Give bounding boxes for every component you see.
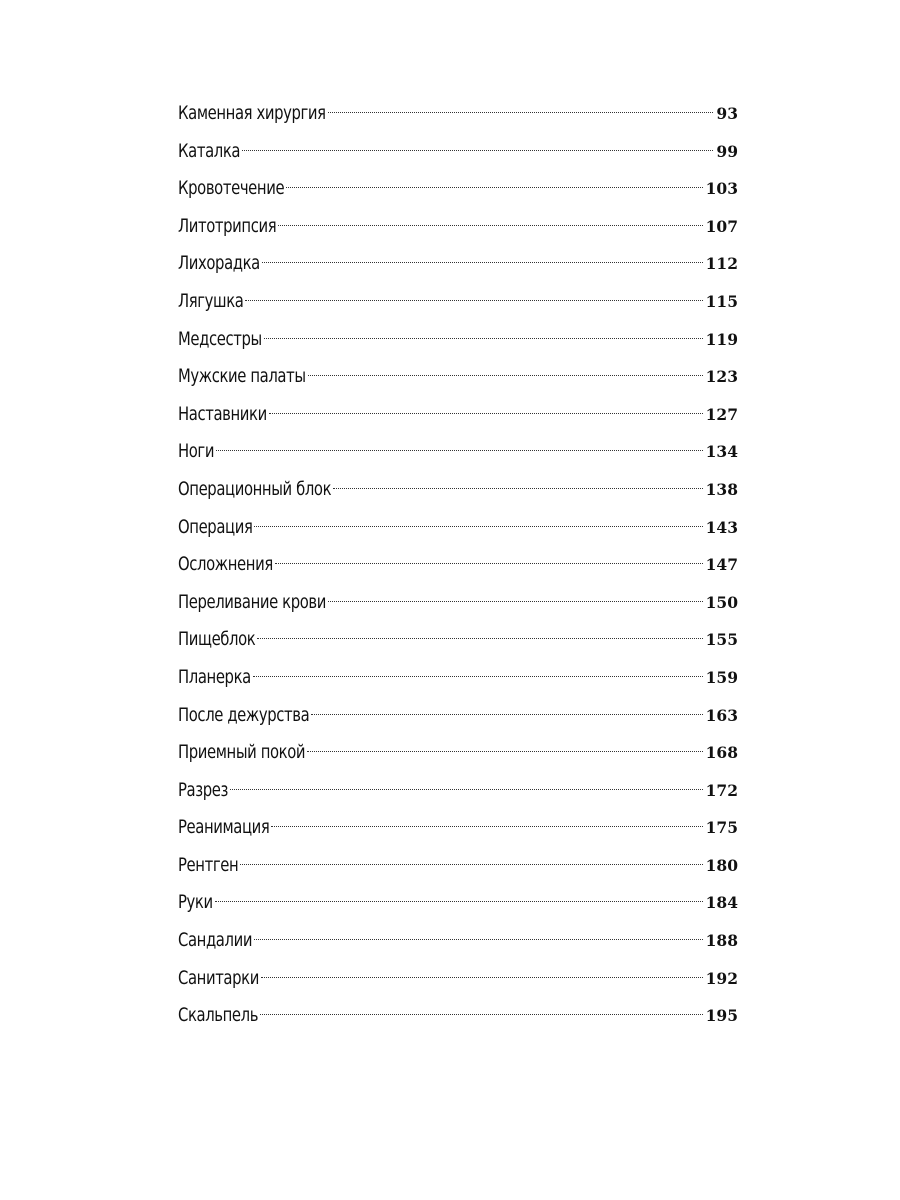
toc-entry-title-wrap xyxy=(178,884,213,922)
toc-entry xyxy=(178,133,738,171)
toc-entry-page-number: 112 xyxy=(705,254,738,274)
toc-dot-leader xyxy=(264,338,703,339)
toc-dot-leader xyxy=(275,563,703,564)
toc-entry xyxy=(178,509,738,547)
toc-dot-leader xyxy=(262,262,703,263)
toc-entry-title-wrap xyxy=(178,772,228,810)
toc-entry-title-wrap xyxy=(178,509,252,547)
toc-entry-title: Переливание крови xyxy=(178,590,327,613)
toc-entry xyxy=(178,433,738,471)
toc-entry xyxy=(178,396,738,434)
toc-dot-leader xyxy=(245,300,702,301)
toc-entry-title: Разрез xyxy=(178,778,228,801)
toc-dot-leader xyxy=(254,526,702,527)
toc-dot-leader xyxy=(328,601,703,602)
toc-dot-leader xyxy=(254,939,703,940)
toc-dot-leader xyxy=(216,450,703,451)
toc-entry-page-number: 103 xyxy=(705,179,738,199)
toc-entry-title: Операция xyxy=(178,515,253,538)
toc-entry-page-number: 107 xyxy=(705,216,738,236)
toc-entry-page-number: 159 xyxy=(705,667,738,687)
toc-entry xyxy=(178,997,738,1035)
toc-entry-title: Литотрипсия xyxy=(178,214,277,237)
toc-entry-title-wrap xyxy=(178,208,276,246)
toc-dot-leader xyxy=(278,225,702,226)
toc-dot-leader xyxy=(328,112,714,113)
toc-entry-title: Санитарки xyxy=(178,966,259,989)
toc-entry-title: Реанимация xyxy=(178,816,270,839)
toc-entry-page-number: 119 xyxy=(705,329,738,349)
toc-entry-title: Наставники xyxy=(178,402,267,425)
toc-entry-title: Операционный блок xyxy=(178,477,332,500)
toc-entry-page-number: 188 xyxy=(705,931,738,951)
toc-entry xyxy=(178,922,738,960)
toc-entry xyxy=(178,170,738,208)
toc-entry-page-number: 123 xyxy=(705,367,738,387)
toc-entry-title-wrap xyxy=(178,358,306,396)
toc-dot-leader xyxy=(271,826,702,827)
toc-entry-title: После дежурства xyxy=(178,703,310,726)
toc-dot-leader xyxy=(253,676,703,677)
toc-entry-page-number: 150 xyxy=(705,592,738,612)
toc-entry-title: Мужские палаты xyxy=(178,365,306,388)
toc-entry-title: Сандалии xyxy=(178,929,253,952)
toc-entry xyxy=(178,245,738,283)
toc-entry-title-wrap xyxy=(178,659,251,697)
toc-entry-page-number: 115 xyxy=(705,291,738,311)
toc-entry-title: Приемный покой xyxy=(178,741,306,764)
toc-entry xyxy=(178,208,738,246)
toc-entry-page-number: 143 xyxy=(705,517,738,537)
toc-entry-title-wrap xyxy=(178,95,326,133)
toc-entry-page-number: 134 xyxy=(705,442,738,462)
toc-entry xyxy=(178,884,738,922)
toc-entry-title: Лихорадка xyxy=(178,252,260,275)
toc-entry-title-wrap xyxy=(178,283,243,321)
toc-entry xyxy=(178,321,738,359)
toc-dot-leader xyxy=(230,789,703,790)
toc-entry-title-wrap xyxy=(178,960,259,998)
toc-entry-page-number: 195 xyxy=(705,1006,738,1026)
toc-entry xyxy=(178,809,738,847)
toc-dot-leader xyxy=(307,751,702,752)
toc-entry xyxy=(178,471,738,509)
toc-entry-title-wrap xyxy=(178,997,258,1035)
toc-entry-title-wrap xyxy=(178,809,269,847)
toc-entry-page-number: 155 xyxy=(705,630,738,650)
toc-entry-title-wrap xyxy=(178,396,267,434)
table-of-contents xyxy=(178,95,738,1035)
toc-entry-page-number: 168 xyxy=(705,743,738,763)
toc-entry-title-wrap xyxy=(178,133,240,171)
toc-entry-title: Каменная хирургия xyxy=(178,102,326,124)
toc-entry-page-number: 99 xyxy=(716,141,738,161)
toc-entry-title: Пищеблок xyxy=(178,628,256,651)
toc-entry-page-number: 93 xyxy=(716,104,738,123)
toc-entry-title: Рентген xyxy=(178,853,239,876)
toc-entry-title: Лягушка xyxy=(178,289,244,312)
toc-dot-leader xyxy=(242,150,713,151)
toc-entry-title-wrap xyxy=(178,922,252,960)
toc-entry-title-wrap xyxy=(178,170,284,208)
toc-entry xyxy=(178,960,738,998)
toc-entry-title-wrap xyxy=(178,847,238,885)
toc-entry xyxy=(178,283,738,321)
toc-dot-leader xyxy=(261,977,703,978)
toc-dot-leader xyxy=(260,1014,703,1015)
toc-entry-title-wrap xyxy=(178,546,273,584)
toc-entry-title: Ноги xyxy=(178,440,215,463)
toc-dot-leader xyxy=(333,488,702,489)
toc-entry-page-number: 172 xyxy=(705,780,738,800)
toc-entry-page-number: 184 xyxy=(705,893,738,913)
toc-entry-title: Кровотечение xyxy=(178,177,285,200)
toc-entry xyxy=(178,772,738,810)
toc-dot-leader xyxy=(311,714,702,715)
toc-entry xyxy=(178,584,738,622)
toc-entry xyxy=(178,734,738,772)
toc-entry-title: Планерка xyxy=(178,665,251,688)
toc-dot-leader xyxy=(240,864,702,865)
toc-dot-leader xyxy=(269,413,703,414)
toc-entry-page-number: 163 xyxy=(705,705,738,725)
toc-entry-title-wrap xyxy=(178,321,262,359)
toc-entry-title: Скальпель xyxy=(178,1004,259,1027)
toc-entry xyxy=(178,621,738,659)
toc-entry-page-number: 180 xyxy=(705,855,738,875)
toc-entry xyxy=(178,697,738,735)
toc-entry-title-wrap xyxy=(178,245,260,283)
toc-entry xyxy=(178,546,738,584)
toc-entry-title-wrap xyxy=(178,433,214,471)
toc-entry-title: Осложнения xyxy=(178,553,273,576)
toc-entry xyxy=(178,95,738,133)
toc-entry-page-number: 127 xyxy=(705,404,738,424)
toc-entry xyxy=(178,847,738,885)
toc-entry-title-wrap xyxy=(178,471,331,509)
toc-entry-title: Каталка xyxy=(178,139,241,162)
toc-entry xyxy=(178,358,738,396)
toc-entry-page-number: 192 xyxy=(705,968,738,988)
toc-entry-title: Медсестры xyxy=(178,327,262,350)
toc-entry-title-wrap xyxy=(178,697,309,735)
toc-entry-title: Руки xyxy=(178,891,213,914)
toc-entry-title-wrap xyxy=(178,734,305,772)
toc-entry-title-wrap xyxy=(178,584,326,622)
toc-dot-leader xyxy=(257,638,702,639)
toc-entry xyxy=(178,659,738,697)
toc-entry-page-number: 175 xyxy=(705,818,738,838)
toc-dot-leader xyxy=(215,901,703,902)
toc-dot-leader xyxy=(308,375,703,376)
toc-dot-leader xyxy=(286,187,702,188)
toc-entry-title-wrap xyxy=(178,621,255,659)
toc-entry-page-number: 138 xyxy=(705,479,738,499)
toc-entry-page-number: 147 xyxy=(705,555,738,575)
